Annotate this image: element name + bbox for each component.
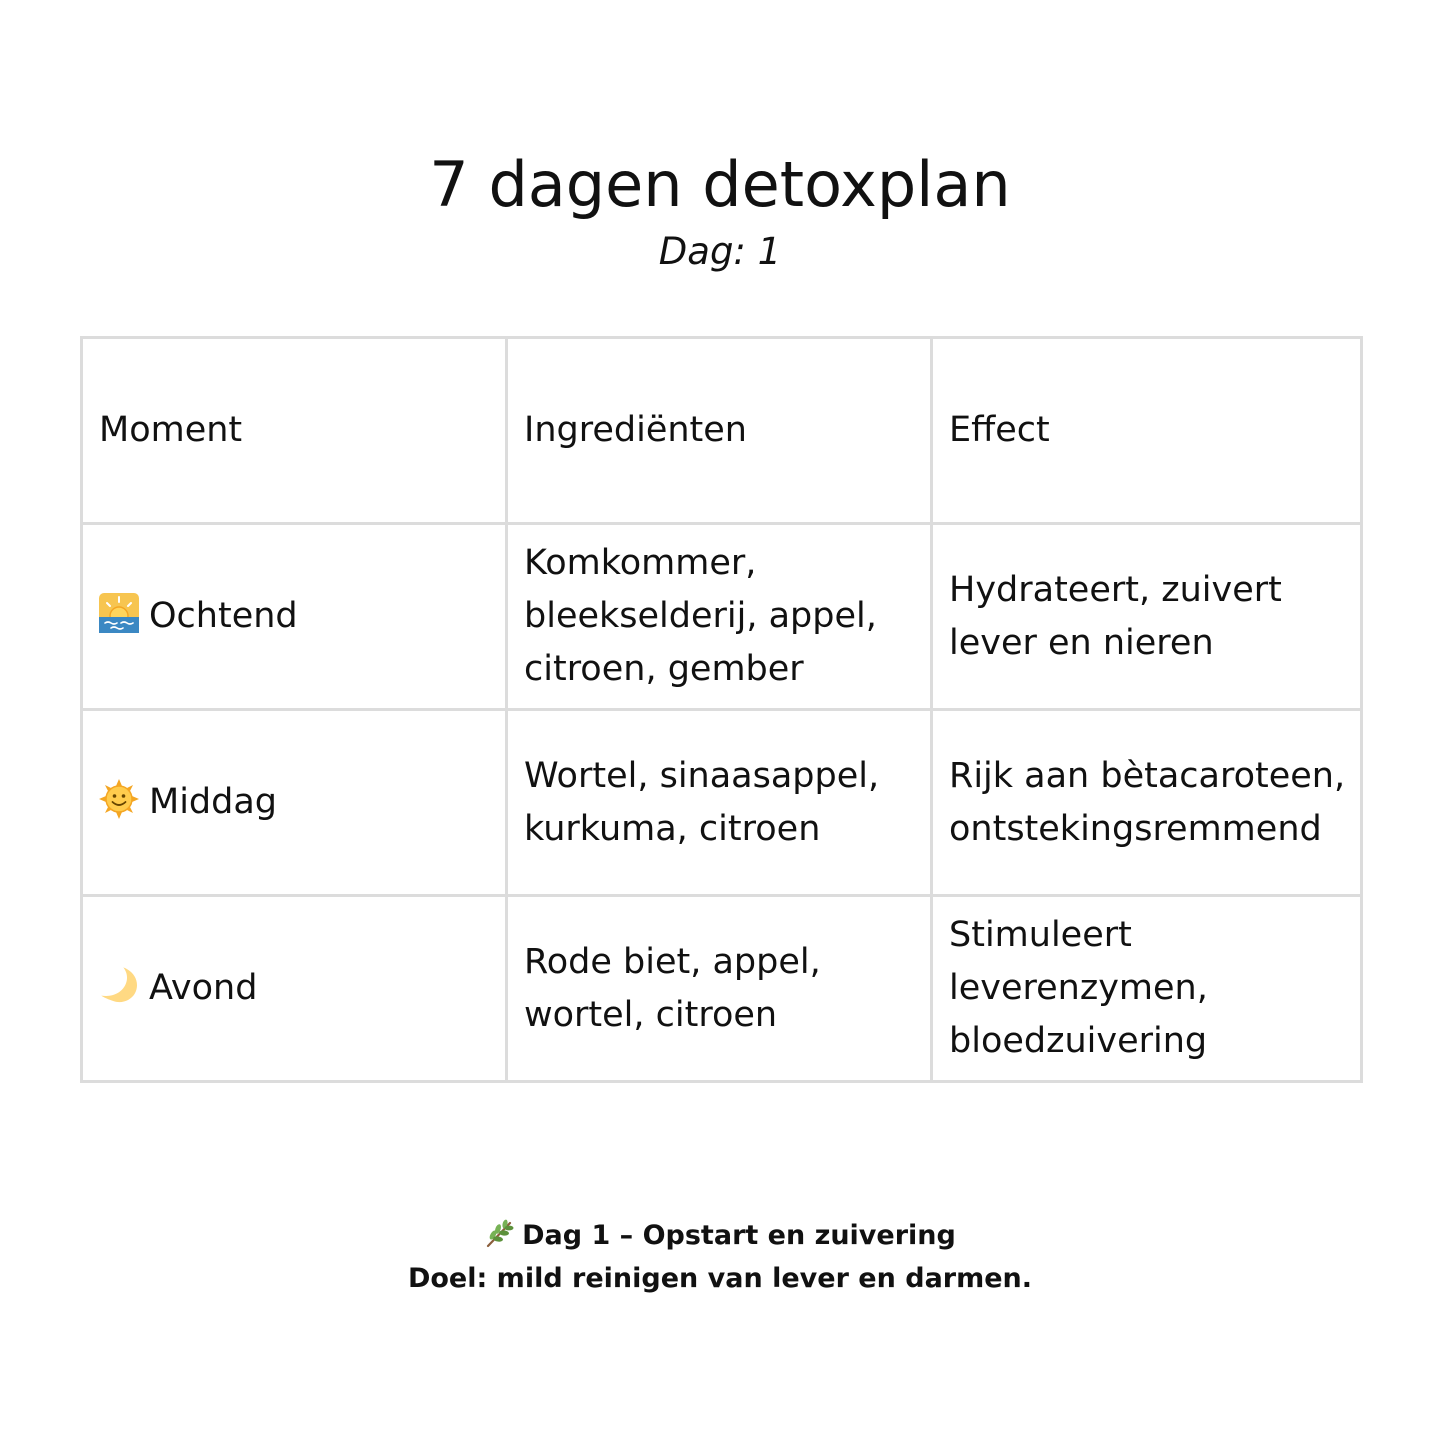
summary-title-line <box>0 1214 1440 1257</box>
page-title: 7 dagen detoxplan <box>429 148 1011 221</box>
column-header-moment: Moment <box>82 338 507 524</box>
column-header-ingredients: Ingrediënten <box>507 338 932 524</box>
effect-cell: Hydrateert, zuivert lever en nieren <box>932 524 1362 710</box>
sun-face-icon <box>99 779 139 819</box>
summary-title: Dag 1 – Opstart en zuivering <box>522 1220 956 1251</box>
effect-cell: Rijk aan bètacaroteen, ontstekingsremmend <box>932 710 1362 896</box>
sunrise-icon <box>99 593 139 633</box>
table-row <box>82 524 1362 710</box>
moment-label: Ochtend <box>149 596 298 636</box>
moment-cell <box>82 710 507 896</box>
moment-cell <box>82 524 507 710</box>
column-header-effect: Effect <box>932 338 1362 524</box>
moment-label: Middag <box>149 782 278 822</box>
detox-table <box>80 336 1363 1083</box>
ingredients-cell: Wortel, sinaasappel, kurkuma, citroen <box>507 710 932 896</box>
herb-icon <box>484 1219 514 1249</box>
ingredients-cell: Komkommer, bleekselderij, appel, citroen, gember <box>507 524 932 710</box>
summary-goal: Doel: mild reinigen van lever en darmen. <box>407 1263 1033 1294</box>
ingredients-cell: Rode biet, appel, wortel, citroen <box>507 896 932 1082</box>
day-summary <box>0 1214 1440 1300</box>
day-subtitle: Dag: 1 <box>658 230 782 273</box>
table-header-row <box>82 338 1362 524</box>
table-row <box>82 896 1362 1082</box>
effect-cell: Stimuleert leverenzymen, bloedzuivering <box>932 896 1362 1082</box>
moment-label: Avond <box>149 968 258 1008</box>
crescent-moon-icon <box>99 965 139 1005</box>
moment-cell <box>82 896 507 1082</box>
table-row <box>82 710 1362 896</box>
